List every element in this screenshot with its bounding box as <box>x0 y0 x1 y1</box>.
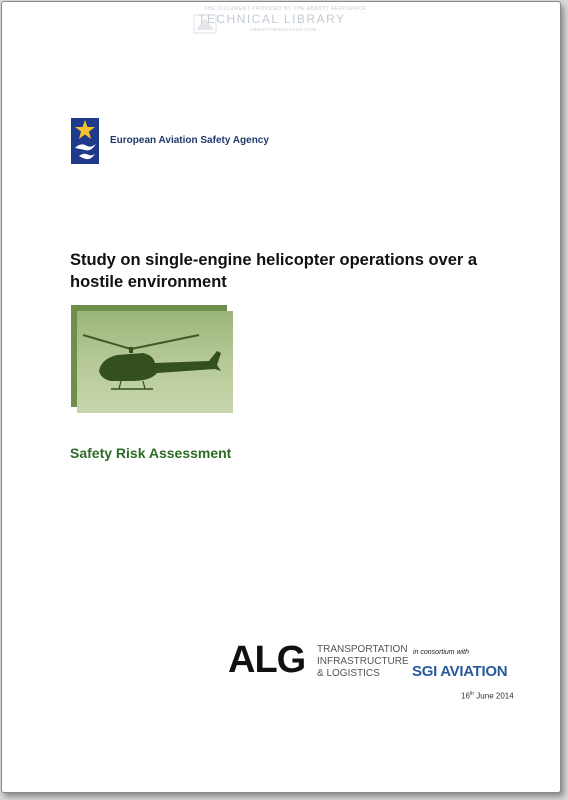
document-subtitle: Safety Risk Assessment <box>70 445 232 461</box>
alg-desc-line-1: TRANSPORTATION <box>317 644 408 655</box>
document-title: Study on single-engine helicopter operations over a hostile environment <box>70 251 478 291</box>
agency-name: European Aviation Safety Agency <box>110 135 269 146</box>
date-rest: June 2014 <box>474 691 514 701</box>
alg-desc-line-3: & LOGISTICS <box>317 668 380 679</box>
document-page <box>1 1 561 793</box>
easa-star-bird-icon <box>71 118 99 164</box>
consortium-text: in consortium with <box>413 649 470 656</box>
date-suffix: th <box>469 691 475 697</box>
sgi-aviation-logo: SGI AVIATION <box>412 663 508 680</box>
document-date <box>461 691 514 701</box>
helicopter-photo <box>71 305 233 413</box>
watermark-sub-text: ABBOTTAEROSPACE.COM <box>250 27 317 32</box>
watermark-top-text: THE DOCUMENT PROVIDED BY THE ABBOTT AEROSPACE <box>204 6 367 12</box>
date-day: 16 <box>461 691 470 701</box>
alg-desc-line-2: INFRASTRUCTURE <box>317 656 409 667</box>
technical-library-watermark <box>192 6 367 36</box>
alg-logo: ALG <box>228 639 306 681</box>
watermark-main-text: TECHNICAL LIBRARY <box>198 12 346 26</box>
alg-description <box>317 644 409 680</box>
